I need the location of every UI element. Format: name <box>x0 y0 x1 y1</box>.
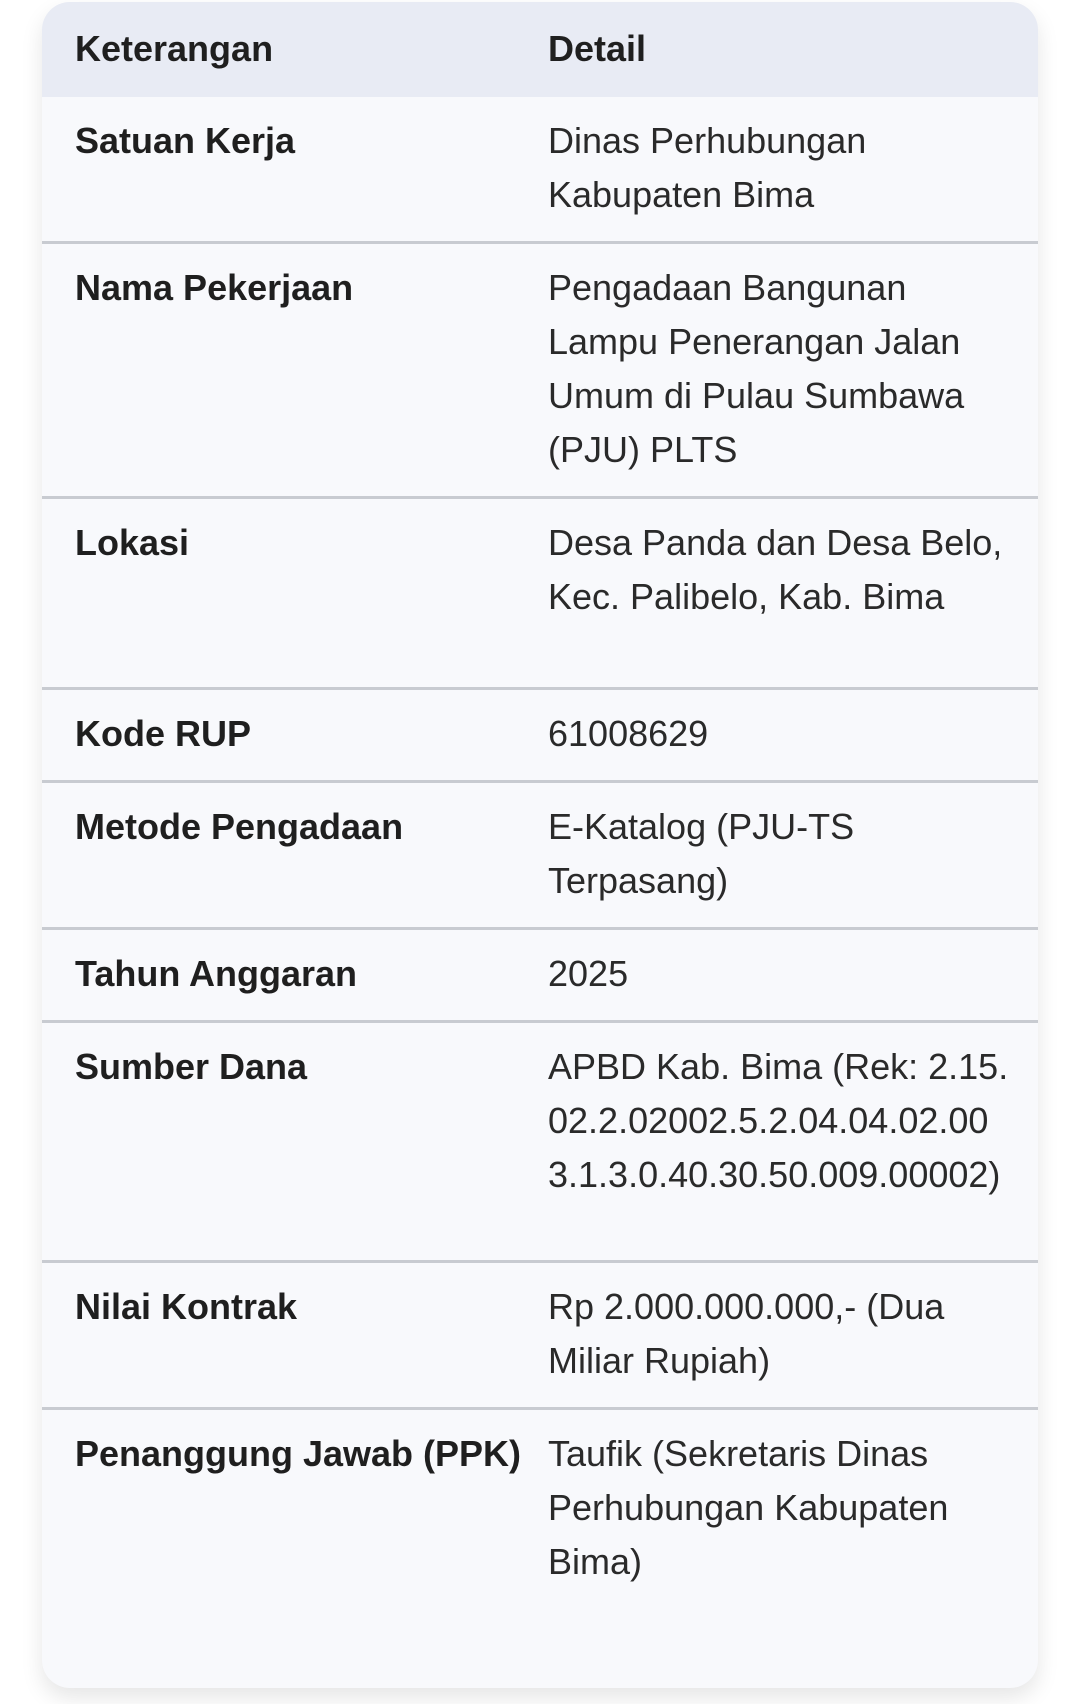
info-table-card <box>42 2 1038 1688</box>
table-header-row <box>42 2 1038 97</box>
table-row <box>42 689 1038 782</box>
table-row <box>42 97 1038 243</box>
table-row <box>42 243 1038 498</box>
row-value: Pengadaan Bangunan Lampu Penerangan Jalan Umum di Pulau Sumbawa (PJU) PLTS <box>548 267 965 470</box>
row-label: Sumber Dana <box>75 1046 308 1087</box>
row-label: Penanggung Jawab (PPK) <box>75 1433 522 1474</box>
row-value: Desa Panda dan Desa Belo, Kec. Palibelo, Kab. Bima <box>548 522 1003 617</box>
table-row <box>42 929 1038 1022</box>
row-label: Metode Pengadaan <box>75 806 404 847</box>
row-value: Taufik (Sekretaris Dinas Perhubungan Kabupaten Bima) <box>548 1433 949 1582</box>
table-row <box>42 782 1038 929</box>
row-label: Satuan Kerja <box>75 120 296 161</box>
row-value: E-Katalog (PJU-TS Terpasang) <box>548 806 855 901</box>
row-value: 2025 <box>548 953 629 994</box>
table-row <box>42 1409 1038 1609</box>
header-detail: Detail <box>548 28 647 69</box>
table-body <box>42 97 1038 1608</box>
header-keterangan: Keterangan <box>75 28 274 69</box>
table-row <box>42 1022 1038 1262</box>
row-label: Nilai Kontrak <box>75 1286 298 1327</box>
row-value: Dinas Perhubungan Kabupaten Bima <box>548 120 867 215</box>
row-value: Rp 2.000.000.000,- (Dua Miliar Rupiah) <box>548 1286 945 1381</box>
row-label: Lokasi <box>75 522 190 563</box>
info-table <box>42 2 1038 1608</box>
table-header <box>42 2 1038 97</box>
row-label: Tahun Anggaran <box>75 953 357 994</box>
row-value: APBD Kab. Bima (Rek: 2.15.02.2.02002.5.2.04.04.02.003.1.3.0.40.30.50.009.00002) <box>548 1046 1009 1195</box>
row-value: 61008629 <box>548 713 709 754</box>
row-label: Nama Pekerjaan <box>75 267 354 308</box>
row-label: Kode RUP <box>75 713 252 754</box>
table-row <box>42 498 1038 689</box>
table-row <box>42 1262 1038 1409</box>
